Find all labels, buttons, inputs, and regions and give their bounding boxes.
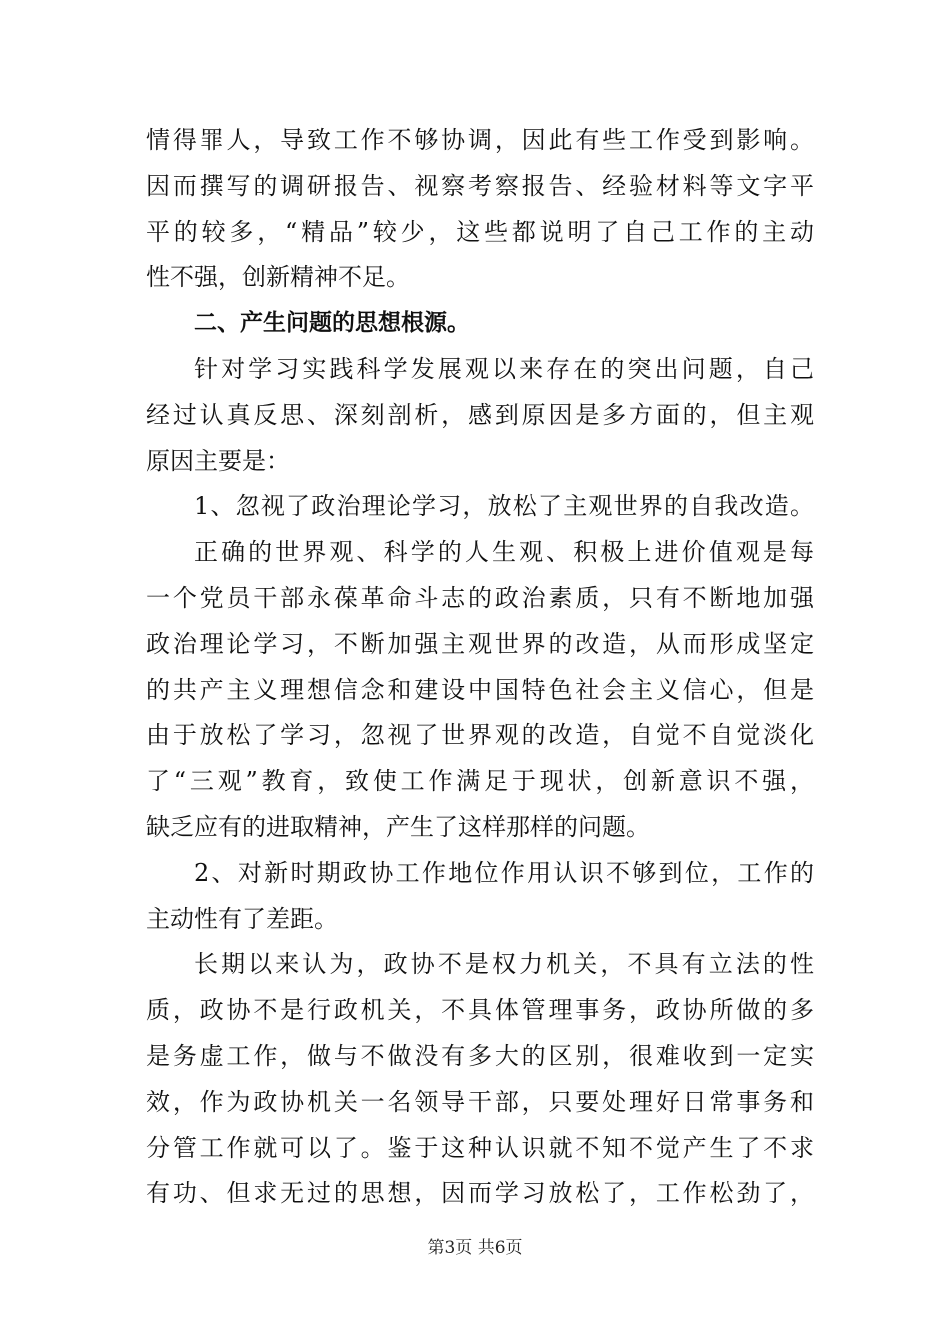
text-line: 质，政协不是行政机关，不具体管理事务，政协所做的多 [146,996,814,1025]
text-line: 因而撰写的调研报告、视察考察报告、经验材料等文字平 [146,171,814,200]
text-line: 缺乏应有的进取精神，产生了这样那样的问题。 [146,812,650,841]
text-line: 由于放松了学习，忽视了世界观的改造，自觉不自觉淡化 [146,721,814,750]
subsection-heading: 1、忽视了政治理论学习，放松了主观世界的自我改造。 [194,492,814,521]
text-line: 长期以来认为，政协不是权力机关，不具有立法的性 [194,950,814,979]
text-line: 情得罪人，导致工作不够协调，因此有些工作受到影响。 [146,126,814,154]
text-line: 性不强，创新精神不足。 [146,263,410,292]
text-line: 是务虚工作，做与不做没有多大的区别，很难收到一定实 [146,1041,814,1070]
text-line: 的共产主义理想信念和建设中国特色社会主义信心，但是 [146,675,814,704]
text-line: 经过认真反思、深刻剖析，感到原因是多方面的，但主观 [146,400,814,429]
text-line: 主动性有了差距。 [146,904,338,933]
text-line: 效，作为政协机关一名领导干部，只要处理好日常事务和 [146,1087,814,1116]
text-line: 平的较多，“精品”较少，这些都说明了自己工作的主动 [146,217,814,246]
text-line: 一个党员干部永葆革命斗志的政治素质，只有不断地加强 [146,583,814,612]
subsection-heading: 2、对新时期政协工作地位作用认识不够到位，工作的 [194,858,814,887]
text-line: 分管工作就可以了。鉴于这种认识就不知不觉产生了不求 [146,1133,814,1162]
text-line: 原因主要是： [146,446,290,475]
text-line: 正确的世界观、科学的人生观、积极上进价值观是每 [194,538,814,567]
text-line: 政治理论学习，不断加强主观世界的改造，从而形成坚定 [146,629,814,658]
document-body [146,118,814,1217]
text-line: 有功、但求无过的思想，因而学习放松了，工作松劲了， [146,1179,814,1208]
section-heading: 二、产生问题的思想根源。 [194,310,470,337]
text-line: 了“三观”教育，致使工作满足于现状，创新意识不强， [146,767,814,796]
page-footer: 第3页 共6页 [427,1238,523,1258]
text-line: 针对学习实践科学发展观以来存在的突出问题，自己 [194,354,814,383]
